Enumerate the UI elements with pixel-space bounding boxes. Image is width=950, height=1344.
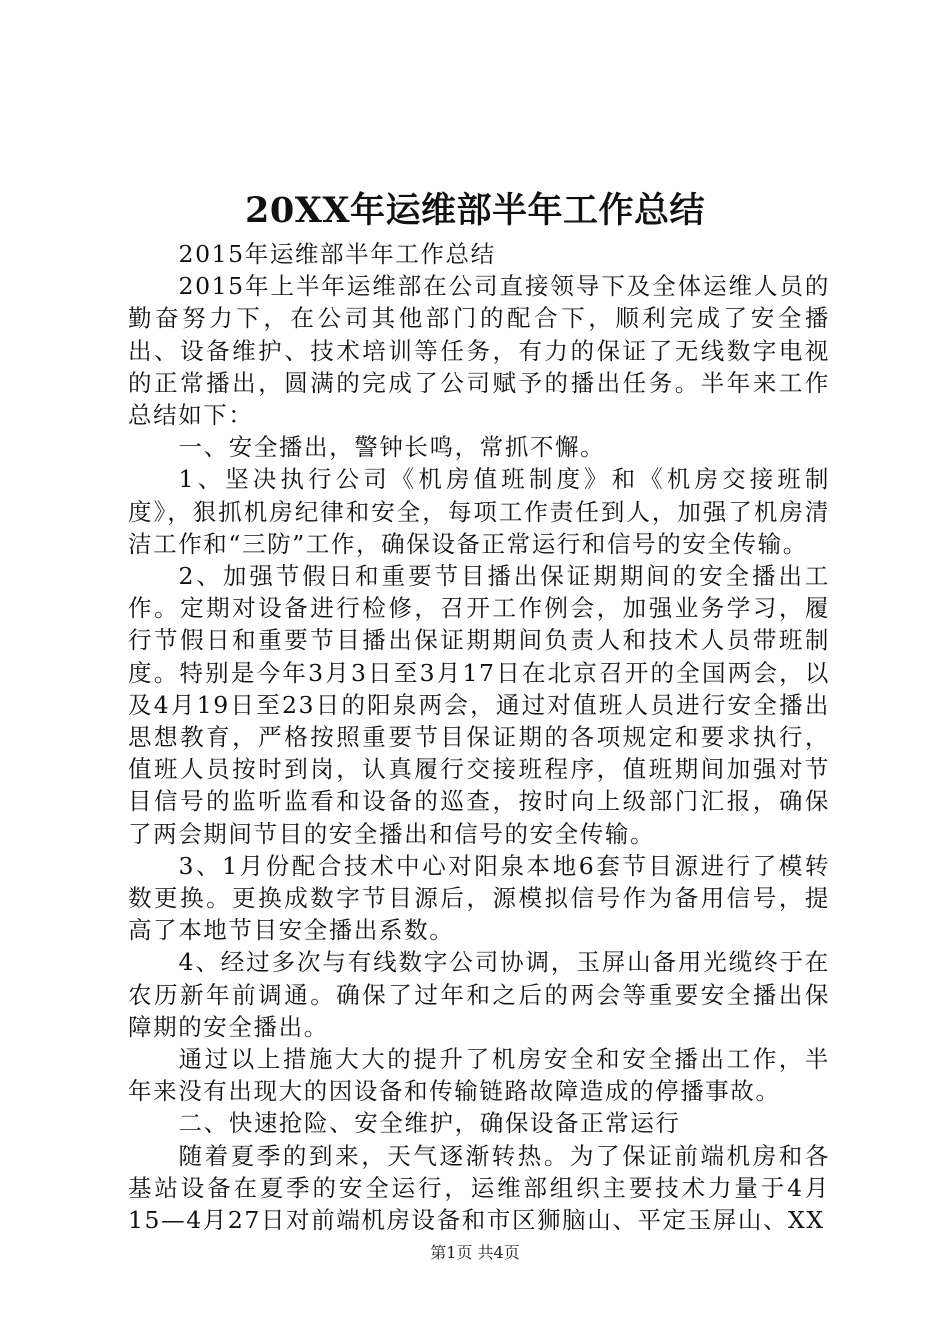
paragraph-summary: 通过以上措施大大的提升了机房安全和安全播出工作，半年来没有出现大的因设备和传输链路故障造成的停播事故。: [128, 1045, 830, 1106]
paragraph-item-1: 1、坚决执行公司《机房值班制度》和《机房交接班制度》，狠抓机房纪律和安全，每项工作责任到人，加强了机房清洁工作和“三防”工作，确保设备正常运行和信号的安全传输。: [128, 465, 830, 558]
paragraph-subtitle: 2015年运维部半年工作总结: [178, 240, 496, 268]
section-heading-2: 二、快速抢险、安全维护，确保设备正常运行: [178, 1109, 681, 1138]
paragraph-item-3: 3、1月份配合技术中心对阳泉本地6套节目源进行了模转数更换。更换成数字节目源后，源模拟信号作为备用信号，提高了本地节目安全播出系数。: [128, 851, 830, 945]
paragraph-maintenance: 随着夏季的到来，天气逐渐转热。为了保证前端机房和各基站设备在夏季的安全运行，运维部组织主要技术力量于4月15—4月27日对前端机房设备和市区狮脑山、平定玉屏山、XX: [128, 1141, 830, 1235]
paragraph-intro: 2015年上半年运维部在公司直接领导下及全体运维人员的勤奋努力下，在公司其他部门的配合下，顺利完成了安全播出、设备维护、技术培训等任务，有力的保证了无线数字电视的正常播出，圆满的完成了公司赋予的播出任务。半年来工作总结如下：: [128, 272, 830, 430]
paragraph-item-4: 4、经过多次与有线数字公司协调，玉屏山备用光缆终于在农历新年前调通。确保了过年和之后的两会等重要安全播出保障期的安全播出。: [128, 948, 830, 1041]
section-heading-1: 一、安全播出，警钟长鸣，常抓不懈。: [178, 433, 606, 462]
paragraph-item-2: 2、加强节假日和重要节目播出保证期期间的安全播出工作。定期对设备进行检修，召开工作例会，加强业务学习，履行节假日和重要节目播出保证期期间负责人和技术人员带班制度。特别是今年3月3日至3月17日在北京召开的全国两会，以及4月19日至23日的阳泉两会，通过对值班人员进行安全播出思想教育，严格按照重要节目保证期的各项规定和要求执行，值班人员按时到岗，认真履行交接班程序，值班期间加强对节目信号的监听监看和设备的巡查，按时向上级部门汇报，确保了两会期间节目的安全播出和信号的安全传输。: [128, 562, 830, 848]
document-title: 20XX年运维部半年工作总结: [244, 190, 706, 231]
document-body: [128, 238, 830, 1236]
page-number-footer: 第1页 共4页: [430, 1243, 520, 1262]
